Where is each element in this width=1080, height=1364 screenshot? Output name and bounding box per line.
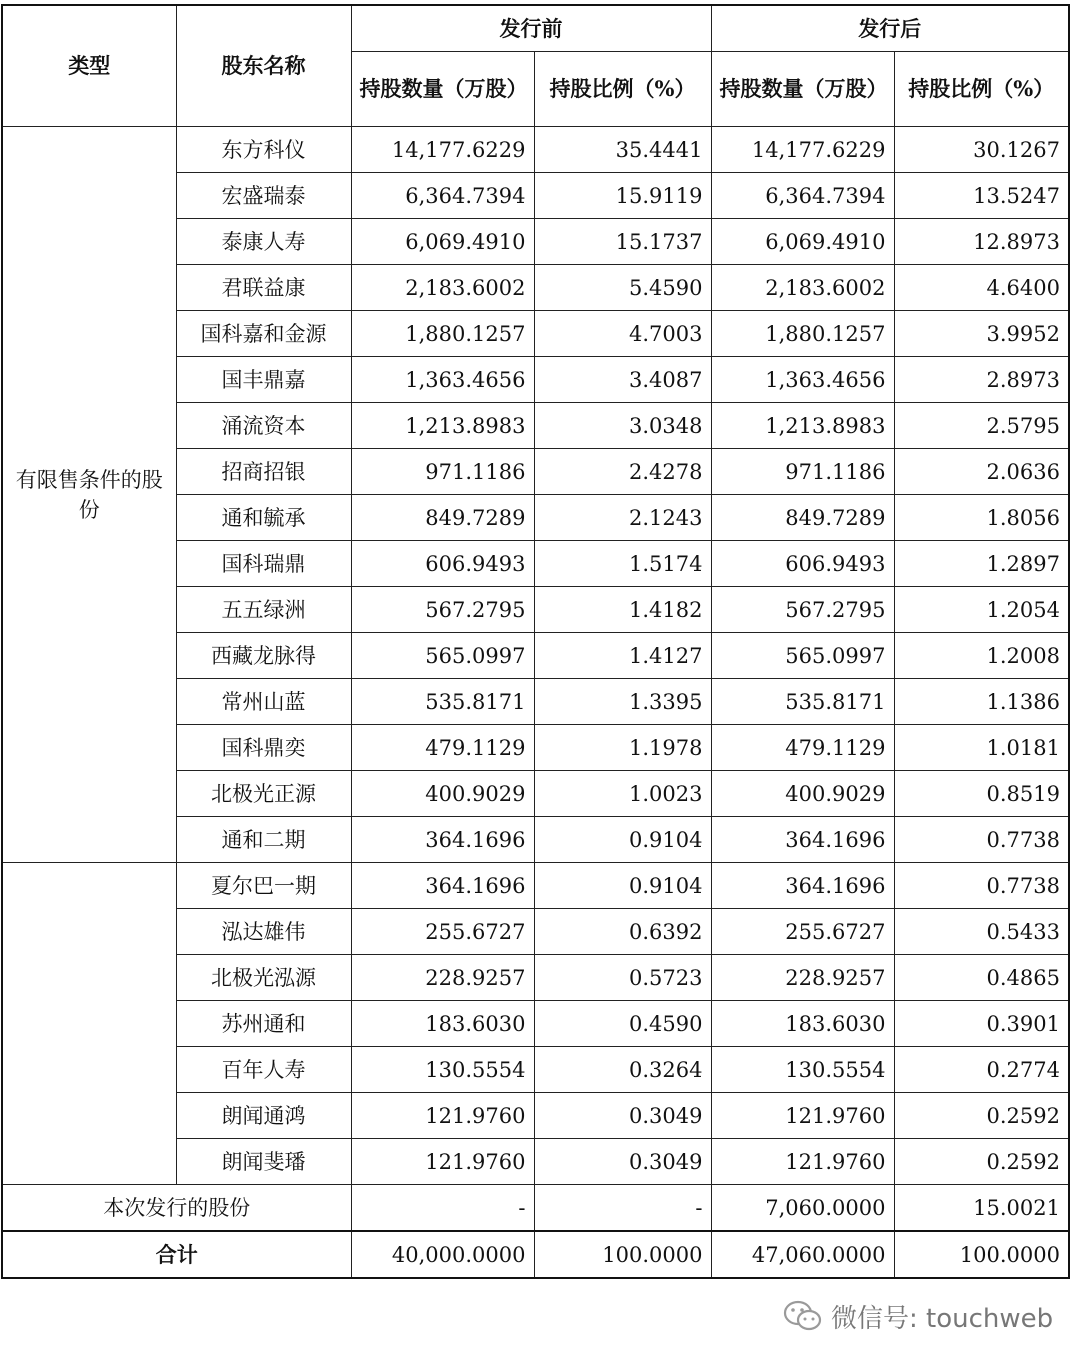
holder-name: 国科瑞鼎 <box>176 541 351 587</box>
after-ratio: 3.9952 <box>894 311 1069 357</box>
after-ratio: 0.2592 <box>894 1093 1069 1139</box>
before-ratio: 4.7003 <box>534 311 711 357</box>
after-shares: 130.5554 <box>711 1047 894 1093</box>
group-label: 有限售条件的股份 <box>2 127 176 863</box>
before-ratio: 1.0023 <box>534 771 711 817</box>
issue-row-after-ratio: 15.0021 <box>894 1185 1069 1232</box>
before-ratio: 1.4127 <box>534 633 711 679</box>
before-ratio: 15.1737 <box>534 219 711 265</box>
issue-row-label: 本次发行的股份 <box>2 1185 351 1232</box>
before-ratio: 2.1243 <box>534 495 711 541</box>
total-row <box>2 1231 1069 1278</box>
after-shares: 121.9760 <box>711 1093 894 1139</box>
after-shares: 121.9760 <box>711 1139 894 1185</box>
table-row <box>2 863 1069 909</box>
after-shares: 183.6030 <box>711 1001 894 1047</box>
after-ratio: 1.2897 <box>894 541 1069 587</box>
holder-name: 东方科仪 <box>176 127 351 173</box>
after-shares: 2,183.6002 <box>711 265 894 311</box>
after-ratio: 1.2008 <box>894 633 1069 679</box>
after-ratio: 0.7738 <box>894 863 1069 909</box>
before-shares: 6,069.4910 <box>351 219 534 265</box>
before-ratio: 0.6392 <box>534 909 711 955</box>
after-ratio: 2.8973 <box>894 357 1069 403</box>
after-ratio: 0.2592 <box>894 1139 1069 1185</box>
before-shares: 565.0997 <box>351 633 534 679</box>
before-shares: 400.9029 <box>351 771 534 817</box>
holder-name: 常州山蓝 <box>176 679 351 725</box>
after-shares: 606.9493 <box>711 541 894 587</box>
holder-name: 西藏龙脉得 <box>176 633 351 679</box>
after-ratio: 4.6400 <box>894 265 1069 311</box>
after-shares: 228.9257 <box>711 955 894 1001</box>
holder-name: 国科鼎奕 <box>176 725 351 771</box>
holder-name: 苏州通和 <box>176 1001 351 1047</box>
holder-name: 泰康人寿 <box>176 219 351 265</box>
after-shares: 14,177.6229 <box>711 127 894 173</box>
after-ratio: 0.3901 <box>894 1001 1069 1047</box>
after-ratio: 0.5433 <box>894 909 1069 955</box>
total-row-label: 合计 <box>2 1231 351 1278</box>
before-ratio: 3.4087 <box>534 357 711 403</box>
before-ratio: 0.9104 <box>534 817 711 863</box>
before-shares: 535.8171 <box>351 679 534 725</box>
holder-name: 泓达雄伟 <box>176 909 351 955</box>
holder-name: 夏尔巴一期 <box>176 863 351 909</box>
total-row-after-shares: 47,060.0000 <box>711 1231 894 1278</box>
header-after-ratio: 持股比例（%） <box>894 52 1069 127</box>
header-after: 发行后 <box>711 5 1069 52</box>
before-shares: 14,177.6229 <box>351 127 534 173</box>
before-ratio: 1.4182 <box>534 587 711 633</box>
after-shares: 400.9029 <box>711 771 894 817</box>
before-ratio: 0.3049 <box>534 1139 711 1185</box>
before-ratio: 0.4590 <box>534 1001 711 1047</box>
before-shares: 121.9760 <box>351 1139 534 1185</box>
before-ratio: 35.4441 <box>534 127 711 173</box>
holder-name: 百年人寿 <box>176 1047 351 1093</box>
before-ratio: 0.3264 <box>534 1047 711 1093</box>
holder-name: 五五绿洲 <box>176 587 351 633</box>
total-row-after-ratio: 100.0000 <box>894 1231 1069 1278</box>
before-shares: 183.6030 <box>351 1001 534 1047</box>
before-shares: 971.1186 <box>351 449 534 495</box>
before-shares: 2,183.6002 <box>351 265 534 311</box>
holder-name: 国丰鼎嘉 <box>176 357 351 403</box>
after-ratio: 0.8519 <box>894 771 1069 817</box>
after-shares: 6,069.4910 <box>711 219 894 265</box>
after-shares: 364.1696 <box>711 863 894 909</box>
holder-name: 国科嘉和金源 <box>176 311 351 357</box>
total-row-before-ratio: 100.0000 <box>534 1231 711 1278</box>
after-shares: 1,363.4656 <box>711 357 894 403</box>
before-ratio: 0.9104 <box>534 863 711 909</box>
holder-name: 涌流资本 <box>176 403 351 449</box>
before-shares: 567.2795 <box>351 587 534 633</box>
table-row <box>2 127 1069 173</box>
holder-name: 招商招银 <box>176 449 351 495</box>
after-shares: 255.6727 <box>711 909 894 955</box>
before-shares: 6,364.7394 <box>351 173 534 219</box>
before-ratio: 0.5723 <box>534 955 711 1001</box>
before-ratio: 0.3049 <box>534 1093 711 1139</box>
before-shares: 121.9760 <box>351 1093 534 1139</box>
holder-name: 宏盛瑞泰 <box>176 173 351 219</box>
after-ratio: 12.8973 <box>894 219 1069 265</box>
shareholding-table <box>1 4 1070 1279</box>
before-ratio: 1.5174 <box>534 541 711 587</box>
after-ratio: 2.0636 <box>894 449 1069 495</box>
after-shares: 364.1696 <box>711 817 894 863</box>
before-ratio: 3.0348 <box>534 403 711 449</box>
issue-row-before-ratio: - <box>534 1185 711 1232</box>
before-ratio: 1.1978 <box>534 725 711 771</box>
after-shares: 565.0997 <box>711 633 894 679</box>
header-after-shares: 持股数量（万股） <box>711 52 894 127</box>
before-shares: 606.9493 <box>351 541 534 587</box>
before-ratio: 1.3395 <box>534 679 711 725</box>
header-holder: 股东名称 <box>176 5 351 127</box>
empty-type-cell <box>2 863 176 1185</box>
after-ratio: 13.5247 <box>894 173 1069 219</box>
after-ratio: 0.7738 <box>894 817 1069 863</box>
after-shares: 479.1129 <box>711 725 894 771</box>
before-shares: 255.6727 <box>351 909 534 955</box>
holder-name: 朗闻通鸿 <box>176 1093 351 1139</box>
after-shares: 849.7289 <box>711 495 894 541</box>
issue-row-after-shares: 7,060.0000 <box>711 1185 894 1232</box>
before-shares: 228.9257 <box>351 955 534 1001</box>
issue-row-before-shares: - <box>351 1185 534 1232</box>
before-shares: 1,363.4656 <box>351 357 534 403</box>
after-ratio: 2.5795 <box>894 403 1069 449</box>
watermark-text: 微信号: touchweb <box>831 1303 1054 1334</box>
holder-name: 北极光正源 <box>176 771 351 817</box>
total-row-before-shares: 40,000.0000 <box>351 1231 534 1278</box>
before-shares: 1,213.8983 <box>351 403 534 449</box>
before-shares: 130.5554 <box>351 1047 534 1093</box>
after-ratio: 0.2774 <box>894 1047 1069 1093</box>
holder-name: 通和二期 <box>176 817 351 863</box>
after-shares: 567.2795 <box>711 587 894 633</box>
before-shares: 1,880.1257 <box>351 311 534 357</box>
holder-name: 朗闻斐璠 <box>176 1139 351 1185</box>
after-shares: 971.1186 <box>711 449 894 495</box>
after-shares: 1,880.1257 <box>711 311 894 357</box>
after-ratio: 0.4865 <box>894 955 1069 1001</box>
before-shares: 849.7289 <box>351 495 534 541</box>
header-before-ratio: 持股比例（%） <box>534 52 711 127</box>
issue-row <box>2 1185 1069 1232</box>
holder-name: 北极光泓源 <box>176 955 351 1001</box>
after-ratio: 1.0181 <box>894 725 1069 771</box>
holder-name: 通和毓承 <box>176 495 351 541</box>
header-before-shares: 持股数量（万股） <box>351 52 534 127</box>
after-ratio: 1.8056 <box>894 495 1069 541</box>
before-ratio: 15.9119 <box>534 173 711 219</box>
after-ratio: 1.2054 <box>894 587 1069 633</box>
after-ratio: 1.1386 <box>894 679 1069 725</box>
wechat-icon <box>783 1299 823 1333</box>
after-shares: 535.8171 <box>711 679 894 725</box>
before-ratio: 5.4590 <box>534 265 711 311</box>
header-before: 发行前 <box>351 5 711 52</box>
watermark <box>783 1296 1053 1336</box>
holder-name: 君联益康 <box>176 265 351 311</box>
after-shares: 6,364.7394 <box>711 173 894 219</box>
before-shares: 364.1696 <box>351 863 534 909</box>
before-shares: 479.1129 <box>351 725 534 771</box>
header-type: 类型 <box>2 5 176 127</box>
before-ratio: 2.4278 <box>534 449 711 495</box>
before-shares: 364.1696 <box>351 817 534 863</box>
after-shares: 1,213.8983 <box>711 403 894 449</box>
after-ratio: 30.1267 <box>894 127 1069 173</box>
